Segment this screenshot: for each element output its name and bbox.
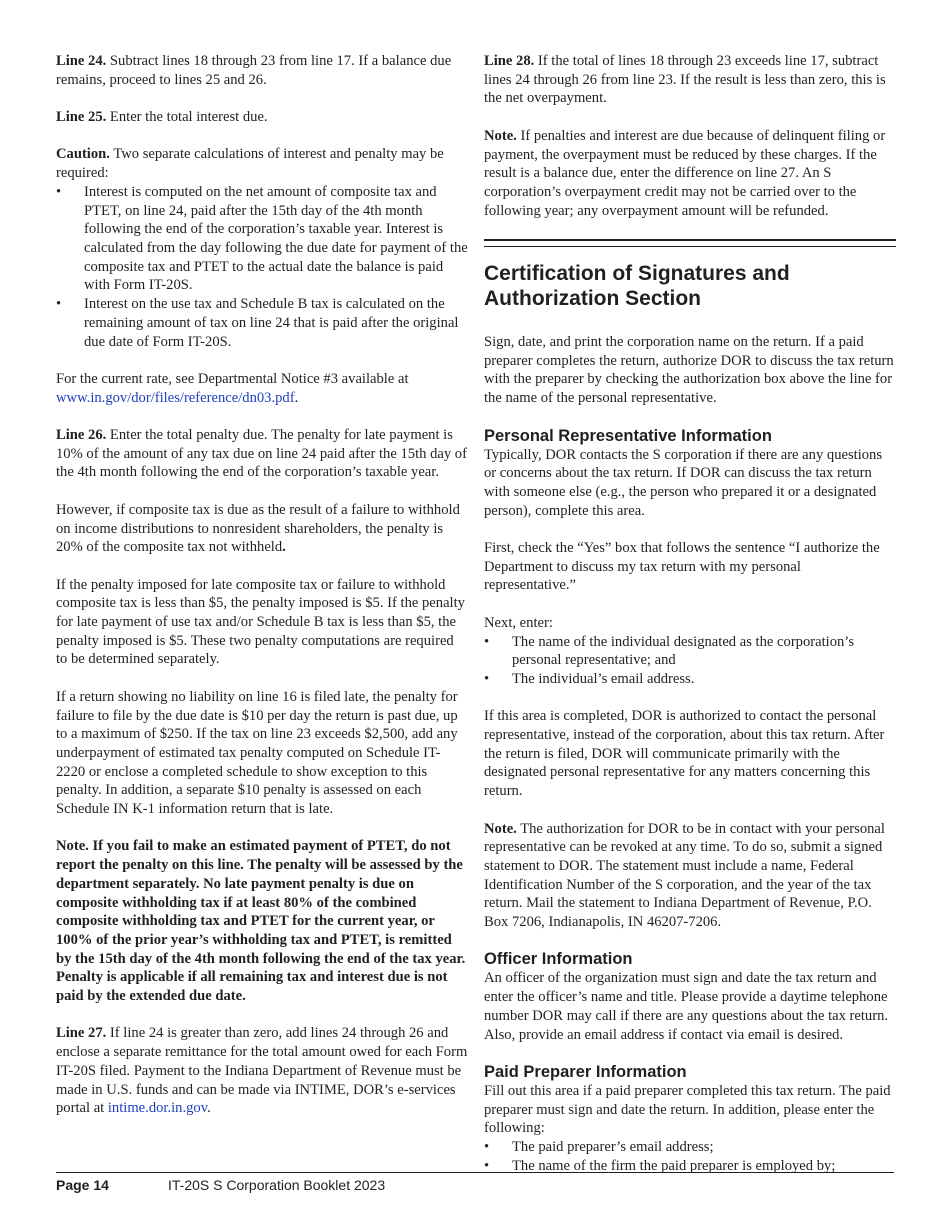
booklet-title: IT-20S S Corporation Booklet 2023 bbox=[168, 1177, 386, 1193]
intime-link[interactable]: intime.dor.in.gov bbox=[107, 1100, 208, 1117]
completed-paragraph: If this area is completed, DOR is authorized to contact the personal representative, instead of the corporation, about this tax return. After the return is filed, DOR will communicate primarily with the designated personal representative for any matters concerning this return. bbox=[484, 708, 885, 800]
list-item: • Interest on the use tax and Schedule B tax is calculated on the remaining amount of tax on line 24 that is paid after the original due date of Form IT-20S. bbox=[56, 295, 468, 351]
dn03-link[interactable]: www.in.gov/dor/files/reference/dn03.pdf bbox=[56, 389, 295, 406]
caution-label: Caution. bbox=[56, 146, 110, 163]
list-item: • The name of the firm the paid preparer is employed by; bbox=[484, 1157, 896, 1176]
section-title: Certification of Signatures and Authorization Section bbox=[484, 262, 790, 310]
officer-heading: Officer Information bbox=[484, 950, 633, 969]
revocation-note-paragraph bbox=[484, 820, 896, 932]
rate-paragraph bbox=[56, 370, 468, 407]
footer-divider bbox=[56, 1172, 894, 1173]
paid-preparer-heading: Paid Preparer Information bbox=[484, 1062, 687, 1081]
line27-end: . bbox=[207, 1100, 211, 1117]
caution-list bbox=[56, 183, 468, 351]
note2-label: Note. bbox=[484, 820, 517, 837]
personal-representative-paragraph: Typically, DOR contacts the S corporation if there are any questions or concerns about the tax return. If DOR can discuss the tax return with someone else (e.g., the person who prepared it or a designated person), complete this area. bbox=[484, 446, 883, 519]
line24-paragraph bbox=[56, 52, 468, 89]
page-number: Page 14 bbox=[56, 1177, 109, 1193]
next-enter-paragraph: Next, enter: bbox=[484, 614, 553, 631]
line26-label: Line 26. bbox=[56, 427, 107, 443]
line24-text: Subtract lines 18 through 23 from line 17. If a balance due remains, proceed to lines 25 and 26. bbox=[56, 53, 452, 88]
line25-paragraph bbox=[56, 108, 468, 127]
composite-text: However, if composite tax is due as the result of a failure to withhold on income distributions to nonresident shareholders, the penalty is 20% of the composite tax not withheld bbox=[56, 501, 460, 556]
note-text: If penalties and interest are due because of delinquent filing or payment, the overpayment must be reduced by these charges. If the result is a balance due, enter the difference on line 27. An S corporation’s overpayment credit may not be carried over to the following year; any overpayment amount will be refunded. bbox=[484, 127, 886, 219]
line28-label: Line 28. bbox=[484, 53, 535, 69]
line24-label: Line 24. bbox=[56, 53, 107, 69]
paid-preparer-list bbox=[484, 1138, 896, 1175]
rate-end: . bbox=[294, 389, 299, 406]
section-divider bbox=[484, 239, 896, 247]
line27-text: If line 24 is greater than zero, add lines 24 through 26 and enclose a separate remittance for the total amount owed for each Form IT-20S filed. Payment to the Indiana Department of Revenue must be made in U.S. funds and can be made via INTIME, DOR’s e-services portal at bbox=[56, 1025, 468, 1117]
rate-text: For the current rate, see Departmental Notice #3 available at bbox=[56, 370, 409, 387]
composite-end: . bbox=[282, 539, 286, 556]
line26-paragraph bbox=[56, 426, 468, 482]
ptet-note-paragraph: Note. If you fail to make an estimated payment of PTET, do not report the penalty on this line. The penalty will be assessed by the department separately. No late payment penalty is due on composite withholding tax if at least 80% of the combined composite withholding tax and PTET for the current year, or 100% of the prior year’s withholding tax and PTET, is remitted by the 15th day of the 4th month following the end of the tax year. Penalty is applicable if all remaining tax and interest due is not paid by the extended due date. bbox=[56, 838, 466, 1005]
paid-preparer-paragraph: Fill out this area if a paid preparer completed this tax return. The paid preparer must sign and date the return. In addition, please enter the following: bbox=[484, 1082, 891, 1137]
right-column bbox=[484, 52, 896, 1175]
list-item: • The paid preparer’s email address; bbox=[484, 1138, 896, 1157]
note-label: Note. bbox=[484, 127, 517, 144]
line25-text: Enter the total interest due. bbox=[106, 109, 268, 126]
line25-label: Line 25. bbox=[56, 109, 107, 126]
line27-paragraph bbox=[56, 1024, 468, 1118]
first-check-paragraph: First, check the “Yes” box that follows the sentence “I authorize the Department to discuss my tax return with my personal representative.” bbox=[484, 540, 880, 594]
line27-label: Line 27. bbox=[56, 1025, 107, 1042]
list-item: • Interest is computed on the net amount of composite tax and PTET, on line 24, paid after the 15th day of the 4th month following the end of the corporation’s taxable year. Interest is calculated from the day following the due date for payment of the composite tax and PTET to the actual date the balance is paid with Form IT-20S. bbox=[56, 183, 468, 295]
overpayment-note-paragraph bbox=[484, 127, 896, 221]
personal-representative-heading: Personal Representative Information bbox=[484, 426, 772, 445]
sign-paragraph: Sign, date, and print the corporation name on the return. If a paid preparer completes the return, authorize DOR to discuss the tax return with the preparer by checking the authorization box above the line for the name of the personal representative. bbox=[484, 334, 894, 407]
note2-text: The authorization for DOR to be in contact with your personal representative can be revoked at any time. To do so, submit a signed statement to DOR. The statement must include a name, Federal Identification Number of the S corporation, and the year of the tax return. Mail the statement to Indiana Department of Revenue, P.O. Box 7206, Indianapolis, IN 46207-7206. bbox=[484, 820, 885, 931]
line28-text: If the total of lines 18 through 23 exceeds line 17, subtract lines 24 through 26 from line 23. If the result is less than zero, this is the net overpayment. bbox=[484, 53, 886, 107]
line28-paragraph bbox=[484, 52, 896, 108]
line26-text: Enter the total penalty due. The penalty for late payment is 10% of the amount of any tax due on line 24 paid after the 15th day of the 4th month following the end of the corporation’s taxable year. bbox=[56, 427, 467, 481]
caution-paragraph bbox=[56, 145, 468, 182]
penalty-minimum-paragraph: If the penalty imposed for late composite tax or failure to withhold composite tax is less than $5, the penalty imposed is $5. If the penalty for late payment of use tax and/or Schedule B tax is less than $5, the penalty imposed is $5. These two penalty computations are required to be determined separately. bbox=[56, 576, 465, 668]
left-column bbox=[56, 52, 468, 1137]
caution-text: Two separate calculations of interest and penalty may be required: bbox=[56, 146, 444, 182]
list-item: • The name of the individual designated as the corporation’s personal representative; and bbox=[484, 633, 896, 670]
composite-paragraph bbox=[56, 501, 468, 557]
list-item: • The individual’s email address. bbox=[484, 670, 896, 689]
no-liability-paragraph: If a return showing no liability on line 16 is filed late, the penalty for failure to file by the due date is $10 per day the return is past due, up to a maximum of $250. If the tax on line 23 exceeds $2,500, add any underpayment of estimated tax penalty computed on Schedule IT-2220 or enclose a completed schedule to show exception to this penalty. In addition, a separate $10 penalty is assessed on each Schedule IN K-1 information return that is late. bbox=[56, 688, 458, 818]
next-enter-list bbox=[484, 633, 896, 689]
officer-paragraph: An officer of the organization must sign and date the tax return and enter the officer’s name and title. Please provide a daytime telephone number DOR may call if there are any questions about the tax return. Also, provide an email address if contact via email is desired. bbox=[484, 970, 889, 1043]
